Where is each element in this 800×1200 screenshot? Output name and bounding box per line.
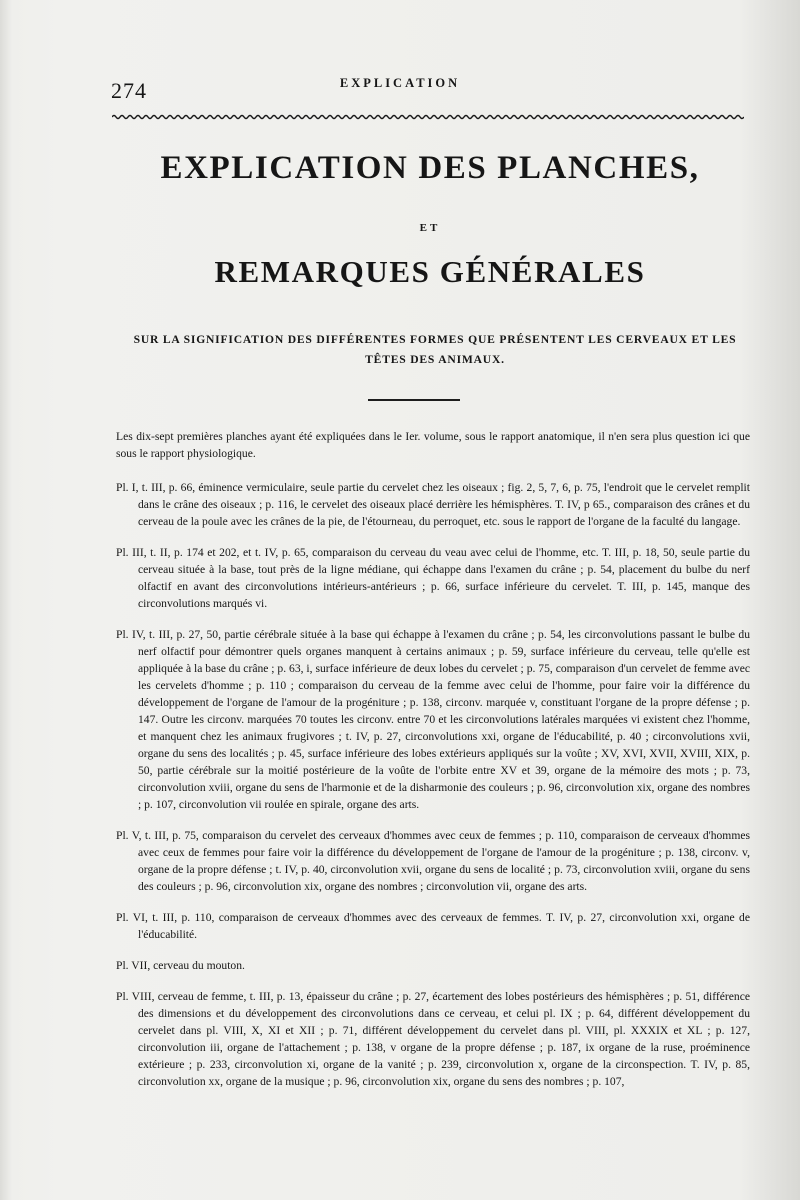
- plate-entry: Pl. V, t. III, p. 75, comparaison du cervelet des cerveaux d'hommes avec ceux de femmes ; p. 110, comparaison de cerveaux d'hommes avec ceux de femmes pour faire voir la différence du développement de l'organe de l'amour de la progéniture ; p. 138, circonv. v, organe de la propre défense ; t. IV, p. 40, circonvolution xvii, organe du sens de localité ; p. 73, circonvolution xviii, organe du sens des couleurs ; p. 96, circonvolution xix, organe des nombres ; circonvolution vii, organe des arts.: [116, 829, 750, 893]
- body-text: [116, 428, 750, 1104]
- main-title: EXPLICATION DES PLANCHES,: [160, 150, 700, 186]
- separator-rule: [368, 399, 460, 401]
- plate-entry: Pl. IV, t. III, p. 27, 50, partie cérébrale située à la base qui échappe à l'examen du crâne ; p. 54, les circonvolutions passant le bulbe du nerf olfactif pour démontrer quels organes manquent à certains animaux ; p. 59, surface inférieure du cerveau, telle qu'elle est appliquée à la base du crâne ; p. 63, i, surface inférieure de deux lobes du cervelet ; p. 75, comparaison d'un cervelet de femme avec les cervelets d'homme ; p. 110 ; comparaison du cerveau de la femme avec celui de l'homme, pour faire voir la différence du développement de l'organe de l'amour de la progéniture ; p. 138, circonv. marquée v, constituant l'organe de la propre défense ; p. 147. Outre les circonv. marquées 70 toutes les circonv. entre 70 et les circonvolutions latérales marquées vi existent chez l'homme, et manquent chez les animaux frugivores ; t. IV, p. 27, circonvolutions xxi, organe de l'éducabilité, p. 40 ; circonvolutions xvii, organe du sens des localités ; p. 45, surface inférieure des lobes extérieurs appliqués sur la voûte ; XV, XVI, XVII, XVIII, XIX, p. 50, partie cérébrale sur la moitié postérieure de la voûte de l'orbite entre XV et 39, organe de la mémoire des mots ; p. 73, circonvolution xviii, organe du sens de l'harmonie et de la disharmonie des couleurs ; p. 96, circonvolution xix, organe des nombres ; p. 107, circonvolution vii roulée en spirale, organe des arts.: [116, 628, 750, 811]
- subtitle: SUR LA SIGNIFICATION DES DIFFÉRENTES FORMES QUE PRÉSENTENT LES CERVEAUX ET LES TÊTES DES ANIMAUX.: [133, 333, 737, 366]
- plate-entry: Pl. VIII, cerveau de femme, t. III, p. 13, épaisseur du crâne ; p. 27, écartement des lobes postérieurs des hémisphères ; p. 51, différence des dimensions et du développement des circonvolutions dans ce cerveau, et celui pl. IX ; p. 64, différent développement du cervelet dans pl. VIII, X, XI et XII ; p. 71, différent développement du cervelet dans pl. VIII, pl. XXXIX et XL ; p. 127, circonvolution iii, organe de l'attachement ; p. 138, v organe de la propre défense ; p. 187, ix organe de la ruse, proéminence extérieure ; p. 233, circonvolution xi, organe de la vanité ; p. 239, circonvolution x, organe de la circonspection. T. IV, p. 85, circonvolution xx, organe de la musique ; p. 96, circonvolution xix, organe du sens des nombres ; p. 107,: [116, 990, 750, 1088]
- plate-entry: Pl. I, t. III, p. 66, éminence vermiculaire, seule partie du cervelet chez les oiseaux ; fig. 2, 5, 7, 6, p. 75, l'endroit que le cervelet remplit dans le crâne des oiseaux ; p. 116, le cervelet des oiseaux placé derrière les hémisphères. T. IV, p 65., comparaison des crânes et du cerveau de la poule avec les crânes de la pie, de l'étourneau, du perroquet, etc. sous le rapport de l'organe de la faculté du langage.: [116, 481, 750, 528]
- page-number: 274: [111, 78, 147, 103]
- plate-entry: Pl. III, t. II, p. 174 et 202, et t. IV, p. 65, comparaison du cerveau du veau avec celui de l'homme, etc. T. III, p. 18, 50, seule partie du cerveau située à la base, tout près de la ligne médiane, qui échappe dans l'examen du crâne ; p. 54, placement du bulbe du nerf olfactif en avant des circonvolutions intérieurs-antérieurs ; p. 66, surface inférieure du cervelet. T. III, p. 145, manque des circonvolutions marqués vi.: [116, 546, 750, 610]
- plate-entry: Pl. VII, cerveau du mouton.: [116, 959, 245, 972]
- header-rule: [112, 114, 744, 120]
- secondary-title: REMARQUES GÉNÉRALES: [214, 254, 646, 289]
- title-connector: ET: [419, 222, 441, 234]
- intro-paragraph: Les dix-sept premières planches ayant été expliquées dans le Ier. volume, sous le rapport anatomique, il n'en sera plus question ici que sous le rapport physiologique.: [116, 430, 750, 460]
- running-title: EXPLICATION: [339, 76, 461, 90]
- plate-entry: Pl. VI, t. III, p. 110, comparaison de cerveaux d'hommes avec des cerveaux de femmes. T. IV, p. 27, circonvolution xxi, organe de l'éducabilité.: [116, 911, 750, 941]
